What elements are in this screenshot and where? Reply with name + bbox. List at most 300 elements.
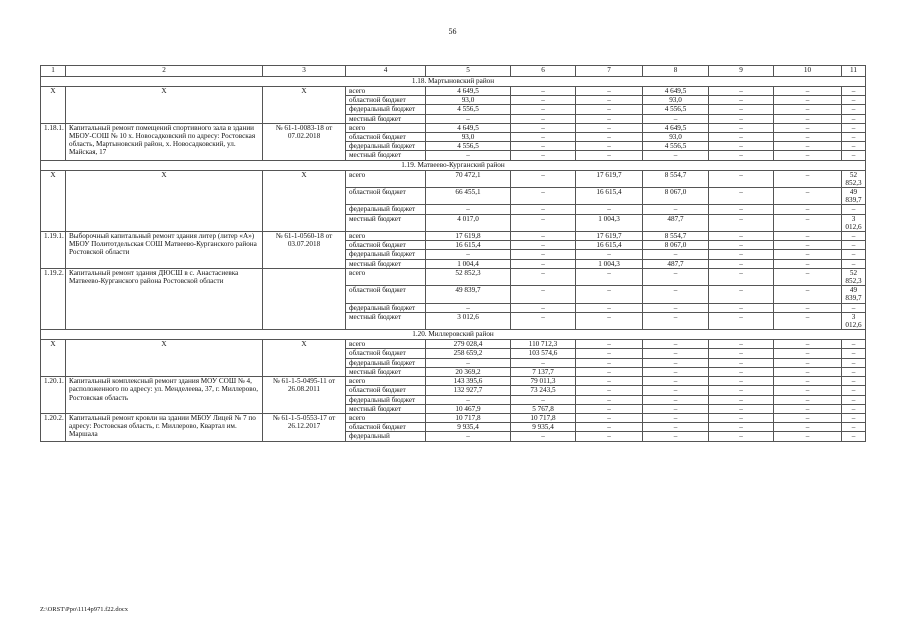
amount-cell: – — [842, 367, 866, 376]
amount-cell: – — [842, 377, 866, 386]
section-row — [41, 77, 866, 87]
table-row — [41, 377, 866, 386]
amount-cell: – — [709, 312, 774, 329]
amount-cell: – — [842, 423, 866, 432]
amount-cell: 143 395,6 — [426, 377, 511, 386]
amount-cell: – — [774, 358, 842, 367]
amount-cell: – — [709, 286, 774, 303]
page-number: 56 — [448, 27, 457, 36]
amount-cell: 1 004,3 — [576, 214, 643, 231]
amount-cell: – — [774, 250, 842, 259]
amount-cell: – — [426, 358, 511, 367]
amount-cell: – — [511, 170, 576, 187]
amount-cell: 93,0 — [643, 96, 709, 105]
amount-cell: – — [511, 188, 576, 205]
funding-source: федеральный бюджет — [346, 303, 426, 312]
amount-cell: – — [774, 123, 842, 132]
amount-cell: 8 067,0 — [643, 241, 709, 250]
document-reference: № 61-1-0083-18 от 07.02.2018 — [263, 123, 346, 160]
funding-source: всего — [346, 123, 426, 132]
funding-source: всего — [346, 268, 426, 285]
amount-cell: 70 472,1 — [426, 170, 511, 187]
amount-cell: – — [643, 367, 709, 376]
amount-cell: – — [709, 170, 774, 187]
amount-cell: – — [709, 358, 774, 367]
amount-cell: – — [576, 423, 643, 432]
amount-cell: 3 012,6 — [842, 214, 866, 231]
amount-cell: – — [643, 395, 709, 404]
amount-cell: – — [774, 395, 842, 404]
amount-cell: – — [774, 404, 842, 413]
amount-cell: – — [511, 286, 576, 303]
amount-cell: – — [576, 114, 643, 123]
amount-cell: – — [709, 432, 774, 441]
amount-cell: – — [511, 395, 576, 404]
document-reference — [263, 268, 346, 329]
amount-cell: – — [426, 250, 511, 259]
amount-cell: 8 067,0 — [643, 188, 709, 205]
column-header: 4 — [346, 66, 426, 77]
amount-cell: – — [511, 105, 576, 114]
amount-cell: – — [576, 105, 643, 114]
amount-cell: – — [643, 404, 709, 413]
amount-cell: – — [774, 340, 842, 349]
column-header: 7 — [576, 66, 643, 77]
amount-cell: – — [576, 367, 643, 376]
amount-cell: 49 839,7 — [842, 188, 866, 205]
amount-cell: 17 619,7 — [576, 232, 643, 241]
amount-cell: – — [511, 250, 576, 259]
amount-cell: – — [511, 142, 576, 151]
amount-cell: 9 935,4 — [426, 423, 511, 432]
amount-cell: – — [842, 250, 866, 259]
funding-source: всего — [346, 413, 426, 422]
amount-cell: 17 619,7 — [576, 170, 643, 187]
funding-source: федеральный бюджет — [346, 205, 426, 214]
table-row — [41, 232, 866, 241]
column-header: 2 — [66, 66, 263, 77]
funding-source: местный бюджет — [346, 259, 426, 268]
section-title: 1.19. Матвеево-Курганский район — [41, 160, 866, 170]
amount-cell: 52 852,3 — [842, 268, 866, 285]
amount-cell: – — [709, 377, 774, 386]
amount-cell: – — [842, 386, 866, 395]
amount-cell: 7 137,7 — [511, 367, 576, 376]
amount-cell: 1 004,3 — [576, 259, 643, 268]
amount-cell: – — [709, 386, 774, 395]
funding-source: всего — [346, 232, 426, 241]
item-number: 1.18.1. — [41, 123, 66, 160]
footer-file-path: Z:\ORST\Ppo\1114p971.f22.docx — [40, 606, 128, 613]
amount-cell: – — [842, 358, 866, 367]
amount-cell: – — [426, 151, 511, 160]
amount-cell: – — [709, 413, 774, 422]
amount-cell: – — [709, 349, 774, 358]
amount-cell: – — [576, 205, 643, 214]
amount-cell: – — [643, 386, 709, 395]
item-number: 1.19.1. — [41, 232, 66, 269]
funding-source: всего — [346, 170, 426, 187]
item-number: 1.20.1. — [41, 377, 66, 414]
amount-cell: – — [774, 96, 842, 105]
amount-cell: 52 852,3 — [842, 170, 866, 187]
item-description: Капитальный комплексный ремонт здания МОУ СОШ № 4, расположенного по адресу: ул. Менделеева, 37, г. Миллерово, Ростовская область — [66, 377, 263, 414]
amount-cell: – — [774, 286, 842, 303]
amount-cell: 279 028,4 — [426, 340, 511, 349]
funding-source: местный бюджет — [346, 404, 426, 413]
funding-source: федеральный бюджет — [346, 250, 426, 259]
amount-cell: – — [643, 312, 709, 329]
amount-cell: 17 619,8 — [426, 232, 511, 241]
amount-cell: – — [426, 114, 511, 123]
amount-cell: – — [709, 268, 774, 285]
amount-cell: – — [426, 432, 511, 441]
amount-cell: – — [842, 404, 866, 413]
amount-cell: – — [511, 123, 576, 132]
funding-source: федеральный бюджет — [346, 358, 426, 367]
amount-cell: – — [511, 87, 576, 96]
amount-cell: – — [842, 349, 866, 358]
amount-cell: – — [709, 241, 774, 250]
amount-cell: – — [511, 96, 576, 105]
amount-cell: 487,7 — [643, 214, 709, 231]
amount-cell: – — [709, 423, 774, 432]
amount-cell: – — [643, 423, 709, 432]
amount-cell: 4 556,5 — [643, 105, 709, 114]
amount-cell: 258 659,2 — [426, 349, 511, 358]
amount-cell: – — [511, 205, 576, 214]
amount-cell: – — [709, 87, 774, 96]
amount-cell: – — [576, 133, 643, 142]
document-reference: Х — [263, 340, 346, 377]
amount-cell: – — [842, 303, 866, 312]
amount-cell: – — [576, 142, 643, 151]
amount-cell: – — [842, 232, 866, 241]
amount-cell: – — [511, 268, 576, 285]
amount-cell: 5 767,8 — [511, 404, 576, 413]
item-description: Капитальный ремонт здания ДЮСШ в с. Анастасиевка Матвеево-Курганского района Ростовской области — [66, 268, 263, 329]
funding-source: всего — [346, 340, 426, 349]
funding-source: местный бюджет — [346, 312, 426, 329]
amount-cell: – — [576, 395, 643, 404]
amount-cell: 10 717,8 — [426, 413, 511, 422]
amount-cell: – — [842, 151, 866, 160]
funding-source: областной бюджет — [346, 386, 426, 395]
amount-cell: – — [709, 114, 774, 123]
column-header: 3 — [263, 66, 346, 77]
amount-cell: – — [643, 151, 709, 160]
amount-cell: – — [842, 241, 866, 250]
table-row — [41, 268, 866, 285]
document-reference: Х — [263, 170, 346, 231]
amount-cell: – — [842, 96, 866, 105]
amount-cell: – — [774, 151, 842, 160]
amount-cell: 3 012,6 — [842, 312, 866, 329]
amount-cell: – — [576, 432, 643, 441]
amount-cell: 487,7 — [643, 259, 709, 268]
amount-cell: – — [842, 87, 866, 96]
amount-cell: 66 455,1 — [426, 188, 511, 205]
amount-cell: – — [709, 250, 774, 259]
amount-cell: – — [709, 259, 774, 268]
amount-cell: – — [576, 312, 643, 329]
amount-cell: – — [709, 151, 774, 160]
amount-cell: 20 369,2 — [426, 367, 511, 376]
amount-cell: 49 839,7 — [842, 286, 866, 303]
amount-cell: – — [709, 232, 774, 241]
amount-cell: 93,0 — [426, 133, 511, 142]
amount-cell: 8 554,7 — [643, 170, 709, 187]
funding-source: областной бюджет — [346, 133, 426, 142]
amount-cell: – — [643, 303, 709, 312]
amount-cell: – — [774, 367, 842, 376]
column-header: 5 — [426, 66, 511, 77]
funding-source: всего — [346, 87, 426, 96]
amount-cell: – — [576, 303, 643, 312]
amount-cell: – — [511, 432, 576, 441]
amount-cell: – — [511, 241, 576, 250]
amount-cell: – — [709, 205, 774, 214]
amount-cell: – — [511, 259, 576, 268]
funding-source: областной бюджет — [346, 96, 426, 105]
amount-cell: – — [709, 142, 774, 151]
amount-cell: 4 649,5 — [643, 87, 709, 96]
funding-source: всего — [346, 377, 426, 386]
amount-cell: 4 649,5 — [426, 123, 511, 132]
amount-cell: 79 011,3 — [511, 377, 576, 386]
amount-cell: – — [774, 205, 842, 214]
table-row — [41, 123, 866, 132]
amount-cell: 16 615,4 — [576, 241, 643, 250]
amount-cell: – — [511, 232, 576, 241]
amount-cell: – — [643, 268, 709, 285]
document-reference: № 61-1-5-0553-17 от 26.12.2017 — [263, 413, 346, 441]
amount-cell: – — [774, 413, 842, 422]
amount-cell: – — [709, 105, 774, 114]
amount-cell: 16 615,4 — [576, 188, 643, 205]
item-number: Х — [41, 340, 66, 377]
section-row — [41, 330, 866, 340]
document-reference: № 61-1-5-0495-11 от 26.08.2011 — [263, 377, 346, 414]
funding-source: областной бюджет — [346, 286, 426, 303]
amount-cell: – — [643, 340, 709, 349]
document-reference: Х — [263, 87, 346, 124]
amount-cell: – — [576, 349, 643, 358]
item-description: Выборочный капитальный ремонт здания литер (литер «А») МБОУ Политотдельская СОШ Матвеево-Курганского района Ростовской области — [66, 232, 263, 269]
amount-cell: – — [511, 358, 576, 367]
item-number: Х — [41, 87, 66, 124]
amount-cell: – — [643, 286, 709, 303]
amount-cell: – — [709, 303, 774, 312]
amount-cell: – — [774, 188, 842, 205]
amount-cell: – — [576, 96, 643, 105]
amount-cell: – — [709, 367, 774, 376]
amount-cell: – — [774, 133, 842, 142]
item-description: Х — [66, 87, 263, 124]
amount-cell: – — [774, 232, 842, 241]
funding-source: местный бюджет — [346, 114, 426, 123]
amount-cell: 10 717,8 — [511, 413, 576, 422]
table-row — [41, 87, 866, 96]
amount-cell: – — [774, 386, 842, 395]
column-header: 8 — [643, 66, 709, 77]
amount-cell: 10 467,9 — [426, 404, 511, 413]
amount-cell: – — [511, 114, 576, 123]
amount-cell: – — [511, 133, 576, 142]
item-description: Капитальный ремонт кровли на здании МБОУ Лицей № 7 по адресу: Ростовская область, г. Миллерово, Квартал им. Маршала — [66, 413, 263, 441]
item-number: 1.20.2. — [41, 413, 66, 441]
item-description: Х — [66, 340, 263, 377]
amount-cell: 103 574,6 — [511, 349, 576, 358]
amount-cell: – — [709, 395, 774, 404]
amount-cell: – — [774, 114, 842, 123]
item-number: Х — [41, 170, 66, 231]
table-row — [41, 340, 866, 349]
funding-source: областной бюджет — [346, 188, 426, 205]
document-reference: № 61-1-0560-18 от 03.07.2018 — [263, 232, 346, 269]
amount-cell: – — [576, 250, 643, 259]
amount-cell: – — [774, 105, 842, 114]
amount-cell: – — [576, 151, 643, 160]
amount-cell: – — [842, 432, 866, 441]
amount-cell: 4 556,5 — [426, 105, 511, 114]
section-title: 1.20. Миллеровский район — [41, 330, 866, 340]
amount-cell: 93,0 — [643, 133, 709, 142]
funding-source: областной бюджет — [346, 349, 426, 358]
amount-cell: – — [576, 268, 643, 285]
amount-cell: – — [774, 423, 842, 432]
funding-source: федеральный бюджет — [346, 142, 426, 151]
amount-cell: – — [842, 133, 866, 142]
amount-cell: – — [511, 303, 576, 312]
amount-cell: – — [842, 114, 866, 123]
amount-cell: – — [576, 123, 643, 132]
item-description: Х — [66, 170, 263, 231]
amount-cell: – — [709, 123, 774, 132]
amount-cell: – — [709, 214, 774, 231]
amount-cell: – — [576, 340, 643, 349]
amount-cell: – — [842, 123, 866, 132]
item-number: 1.19.2. — [41, 268, 66, 329]
amount-cell: – — [774, 214, 842, 231]
amount-cell: – — [709, 188, 774, 205]
funding-source: федеральный бюджет — [346, 105, 426, 114]
amount-cell: – — [643, 432, 709, 441]
amount-cell: – — [774, 142, 842, 151]
amount-cell: – — [643, 205, 709, 214]
amount-cell: – — [511, 151, 576, 160]
column-header: 6 — [511, 66, 576, 77]
column-header: 9 — [709, 66, 774, 77]
section-title: 1.18. Мартыновский район — [41, 77, 866, 87]
table-row — [41, 170, 866, 187]
amount-cell: – — [774, 87, 842, 96]
amount-cell: 16 615,4 — [426, 241, 511, 250]
funding-source: областной бюджет — [346, 423, 426, 432]
amount-cell: – — [774, 349, 842, 358]
amount-cell: – — [774, 312, 842, 329]
amount-cell: – — [576, 358, 643, 367]
amount-cell: – — [576, 377, 643, 386]
amount-cell: – — [643, 114, 709, 123]
amount-cell: 49 839,7 — [426, 286, 511, 303]
amount-cell: – — [842, 413, 866, 422]
amount-cell: – — [842, 340, 866, 349]
amount-cell: 4 017,0 — [426, 214, 511, 231]
amount-cell: – — [709, 96, 774, 105]
amount-cell: – — [643, 413, 709, 422]
amount-cell: – — [774, 259, 842, 268]
column-header: 1 — [41, 66, 66, 77]
amount-cell: 9 935,4 — [511, 423, 576, 432]
amount-cell: – — [576, 87, 643, 96]
column-header-row — [41, 66, 866, 77]
amount-cell: – — [426, 395, 511, 404]
amount-cell: – — [842, 395, 866, 404]
amount-cell: 73 243,5 — [511, 386, 576, 395]
amount-cell: – — [774, 268, 842, 285]
amount-cell: – — [426, 205, 511, 214]
amount-cell: – — [842, 205, 866, 214]
amount-cell: 3 012,6 — [426, 312, 511, 329]
amount-cell: – — [842, 259, 866, 268]
section-row — [41, 160, 866, 170]
funding-source: федеральный — [346, 432, 426, 441]
amount-cell: 110 712,3 — [511, 340, 576, 349]
budget-table — [40, 65, 866, 442]
amount-cell: 132 927,7 — [426, 386, 511, 395]
item-description: Капитальный ремонт помещений спортивного зала в здании МБОУ-СОШ № 10 х. Новосадковский по адресу: Ростовская область, Мартыновский район, х. Новосадковский, ул. Майская, 17 — [66, 123, 263, 160]
amount-cell: – — [774, 241, 842, 250]
funding-source: местный бюджет — [346, 151, 426, 160]
amount-cell: – — [842, 142, 866, 151]
table-row — [41, 413, 866, 422]
amount-cell: 1 004,4 — [426, 259, 511, 268]
amount-cell: – — [842, 105, 866, 114]
amount-cell: – — [576, 413, 643, 422]
amount-cell: 8 554,7 — [643, 232, 709, 241]
amount-cell: – — [643, 377, 709, 386]
amount-cell: 4 649,5 — [426, 87, 511, 96]
amount-cell: – — [709, 133, 774, 142]
amount-cell: – — [774, 377, 842, 386]
amount-cell: – — [576, 286, 643, 303]
funding-source: местный бюджет — [346, 214, 426, 231]
funding-source: федеральный бюджет — [346, 395, 426, 404]
funding-source: областной бюджет — [346, 241, 426, 250]
amount-cell: – — [643, 358, 709, 367]
amount-cell: 4 649,5 — [643, 123, 709, 132]
amount-cell: – — [426, 303, 511, 312]
column-header: 10 — [774, 66, 842, 77]
amount-cell: – — [774, 432, 842, 441]
amount-cell: – — [576, 404, 643, 413]
amount-cell: 93,0 — [426, 96, 511, 105]
amount-cell: – — [643, 349, 709, 358]
amount-cell: – — [511, 214, 576, 231]
amount-cell: 4 556,5 — [643, 142, 709, 151]
amount-cell: – — [709, 340, 774, 349]
amount-cell: – — [511, 312, 576, 329]
funding-source: местный бюджет — [346, 367, 426, 376]
amount-cell: – — [774, 170, 842, 187]
column-header: 11 — [842, 66, 866, 77]
amount-cell: – — [576, 386, 643, 395]
amount-cell: – — [774, 303, 842, 312]
amount-cell: 4 556,5 — [426, 142, 511, 151]
amount-cell: – — [643, 250, 709, 259]
amount-cell: – — [709, 404, 774, 413]
